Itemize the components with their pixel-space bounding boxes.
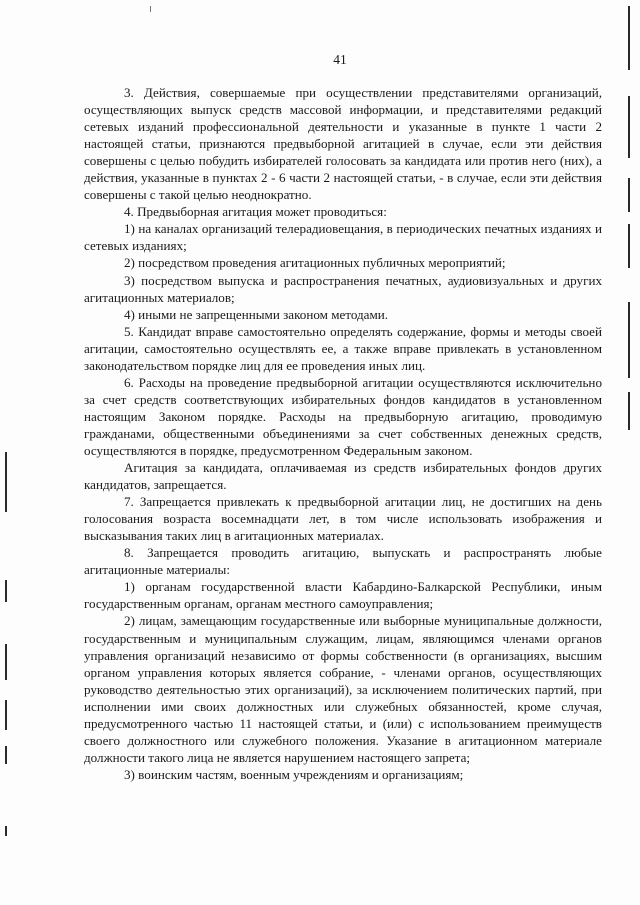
paragraph: 4. Предвыборная агитация может проводиться: (124, 204, 387, 220)
scan-edge-mark (628, 6, 630, 70)
scan-edge-mark (5, 452, 7, 512)
scan-edge-mark (5, 580, 7, 602)
paragraph: 8. Запрещается проводить агитацию, выпускать и распространять любые агитационные материалы: (84, 545, 602, 578)
page-number: 41 (333, 52, 347, 67)
paragraph: 5. Кандидат вправе самостоятельно определять содержание, формы и методы своей агитации, самостоятельно осуществлять ее, а также вправе привлекать в установленном законодательством порядке лиц для ее проведения иных лиц. (84, 323, 602, 373)
paragraph: 3) посредством выпуска и распространения печатных, аудиовизуальных и других агитационных материалов; (84, 272, 602, 305)
paragraph: 3) воинским частям, военным учреждениям и организациям; (124, 766, 464, 782)
scan-edge-mark (5, 644, 7, 680)
paragraph: 6. Расходы на проведение предвыборной агитации осуществляются исключительно за счет средств соответствующих избирательных фондов кандидатов в установленном настоящим Законом порядке. Расходы на предвыборную агитацию, проводимую гражданами, общественными объединениями за счет собственных денежных средств, осуществляются в порядке, предусмотренном Федеральным законом. (84, 374, 602, 458)
paragraph: 2) посредством проведения агитационных публичных мероприятий; (124, 255, 506, 271)
scan-edge-mark (5, 826, 7, 836)
scan-edge-mark (628, 302, 630, 378)
paragraph: 1) на каналах организаций телерадиовещания, в периодических печатных изданиях и сетевых изданиях; (84, 221, 602, 254)
scan-edge-mark (628, 392, 630, 430)
scan-edge-mark (628, 224, 630, 268)
paragraph: Агитация за кандидата, оплачиваемая из средств избирательных фондов других кандидатов, запрещается. (84, 460, 602, 493)
scan-edge-mark (628, 178, 630, 212)
scan-artifact (150, 6, 151, 12)
paragraph: 2) лицам, замещающим государственные или выборные муниципальные должности, государственным и муниципальным служащим, лицам, являющимся членами органов управления организаций независимо от формы собственности (в организациях, высшим органом управления которых является собрание, - членами органов, осуществляющих руководство деятельностью этих организаций), за исключением политических партий, при исполнении ими своих должностных или служебных обязанностей, кроме случая, предусмотренного частью 11 настоящей статьи, и (или) с использованием преимуществ своего должностного или служебного положения. Указание в агитационном материале должности такого лица не является нарушением настоящего запрета; (84, 613, 602, 765)
document-body (84, 84, 602, 783)
scan-edge-mark (628, 96, 630, 158)
scan-edge-mark (5, 746, 7, 764)
scan-edge-mark (5, 700, 7, 730)
paragraph: 4) иными не запрещенными законом методами. (124, 306, 389, 322)
paragraph: 3. Действия, совершаемые при осуществлении представителями организаций, осуществляющих выпуск средств массовой информации, и представителями редакций сетевых изданий профессиональной деятельности и указанные в пункте 1 части 2 настоящей статьи, признаются предвыборной агитацией в случае, если эти действия совершены с целью побудить избирателей голосовать за кандидата или против него (них), а действия, указанные в пунктах 2 - 6 части 2 настоящей статьи, - в случае, если эти действия совершены с такой целью неоднократно. (84, 85, 602, 203)
paragraph: 7. Запрещается привлекать к предвыборной агитации лиц, не достигших на день голосования возраста восемнадцати лет, в том числе использовать изображения и высказывания таких лиц в агитационных материалах. (84, 494, 602, 544)
paragraph: 1) органам государственной власти Кабардино-Балкарской Республики, иным государственным органам, органам местного самоуправления; (84, 579, 602, 612)
